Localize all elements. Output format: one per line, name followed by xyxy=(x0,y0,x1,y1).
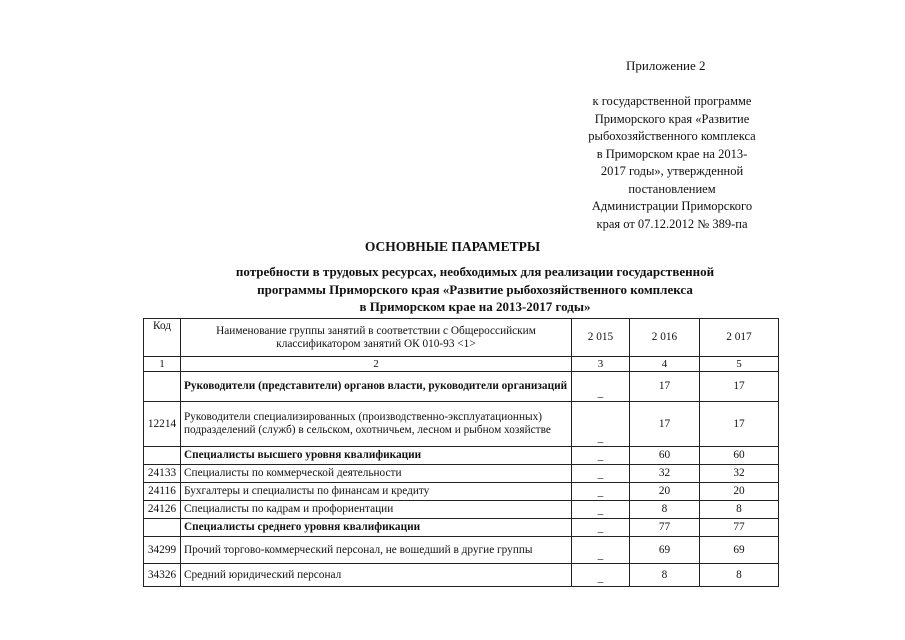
document-title: ОСНОВНЫЕ ПАРАМЕТРЫ xyxy=(364,239,541,254)
row-2017: 8 xyxy=(700,501,779,519)
column-index: 4 xyxy=(630,357,700,372)
row-2016: 60 xyxy=(630,447,700,465)
row-code: 12214 xyxy=(144,402,181,447)
table-header-row xyxy=(144,319,779,357)
row-code: 34299 xyxy=(144,537,181,564)
row-name: Руководители специализированных (производственно-эксплуатационных) подразделений (служб) в сельском, охотничьем, лесном и рыбном хозяйстве xyxy=(181,402,572,447)
approval-line: 2017 годы», утвержденной xyxy=(600,164,744,178)
subtitle-line: потребности в трудовых ресурсах, необходимых для реализации государственной xyxy=(235,264,715,279)
table-row xyxy=(144,465,779,483)
table-row xyxy=(144,537,779,564)
row-name: Бухгалтеры и специалисты по финансам и кредиту xyxy=(181,483,572,501)
row-2016: 8 xyxy=(630,501,700,519)
row-2017: 77 xyxy=(700,519,779,537)
row-code xyxy=(144,447,181,465)
column-index: 3 xyxy=(572,357,630,372)
row-2015: _ xyxy=(572,465,630,483)
subtitle-line: в Приморском крае на 2013-2017 годы» xyxy=(359,299,591,314)
table-row xyxy=(144,372,779,402)
approval-line: к государственной программе xyxy=(592,94,752,108)
row-2015: _ xyxy=(572,483,630,501)
row-2015: _ xyxy=(572,537,630,564)
table-row xyxy=(144,564,779,587)
row-code xyxy=(144,372,181,402)
approval-line: рыбохозяйственного комплекса xyxy=(588,129,756,143)
row-2015: _ xyxy=(572,519,630,537)
row-2017: 20 xyxy=(700,483,779,501)
approval-line: Администрации Приморского xyxy=(591,199,753,213)
row-2017: 17 xyxy=(700,372,779,402)
approval-note xyxy=(566,93,778,233)
row-2017: 17 xyxy=(700,402,779,447)
approval-line: в Приморском крае на 2013- xyxy=(596,146,748,161)
row-2016: 17 xyxy=(630,402,700,447)
approval-line: Приморского края «Развитие xyxy=(594,111,750,126)
column-index-row xyxy=(144,357,779,372)
row-code xyxy=(144,519,181,537)
row-code: 24126 xyxy=(144,501,181,519)
row-2017: 32 xyxy=(700,465,779,483)
subtitle-line: программы Приморского края «Развитие рыбохозяйственного комплекса xyxy=(257,281,693,297)
row-2017: 8 xyxy=(700,564,779,587)
row-2016: 8 xyxy=(630,564,700,587)
table-row xyxy=(144,483,779,501)
parameters-table xyxy=(143,318,779,587)
row-2015: _ xyxy=(572,402,630,447)
row-2016: 69 xyxy=(630,537,700,564)
row-code: 34326 xyxy=(144,564,181,587)
column-index: 5 xyxy=(700,357,779,372)
table-row xyxy=(144,501,779,519)
approval-line: края от 07.12.2012 № 389-па xyxy=(596,216,748,231)
column-index: 2 xyxy=(181,357,572,372)
row-code: 24116 xyxy=(144,483,181,501)
document-subtitle xyxy=(150,263,800,316)
row-2017: 60 xyxy=(700,447,779,465)
column-index: 1 xyxy=(144,357,181,372)
row-2016: 20 xyxy=(630,483,700,501)
row-name: Прочий торгово-коммерческий персонал, не вошедший в другие группы xyxy=(181,537,572,564)
table-row xyxy=(144,447,779,465)
header-2016: 2 016 xyxy=(630,319,700,357)
row-name: Специалисты среднего уровня квалификации xyxy=(181,519,572,537)
header-2017: 2 017 xyxy=(700,319,779,357)
row-name: Руководители (представители) органов власти, руководители организаций xyxy=(181,372,572,402)
row-name: Специалисты высшего уровня квалификации xyxy=(181,447,572,465)
row-2015: _ xyxy=(572,501,630,519)
appendix-label: Приложение 2 xyxy=(626,58,706,73)
header-code: Код xyxy=(144,319,181,357)
row-2015: _ xyxy=(572,447,630,465)
row-2016: 32 xyxy=(630,465,700,483)
row-name: Специалисты по коммерческой деятельности xyxy=(181,465,572,483)
row-2015: _ xyxy=(572,564,630,587)
row-2017: 69 xyxy=(700,537,779,564)
row-name: Специалисты по кадрам и профориентации xyxy=(181,501,572,519)
row-2016: 17 xyxy=(630,372,700,402)
header-name: Наименование группы занятий в соответствии с Общероссийским классификатором занятий ОК 010-93 <1> xyxy=(181,319,572,357)
table-row xyxy=(144,402,779,447)
header-2015: 2 015 xyxy=(572,319,630,357)
row-name: Средний юридический персонал xyxy=(181,564,572,587)
approval-line: постановлением xyxy=(628,181,716,196)
row-code: 24133 xyxy=(144,465,181,483)
row-2015: _ xyxy=(572,372,630,402)
row-2016: 77 xyxy=(630,519,700,537)
table-row xyxy=(144,519,779,537)
